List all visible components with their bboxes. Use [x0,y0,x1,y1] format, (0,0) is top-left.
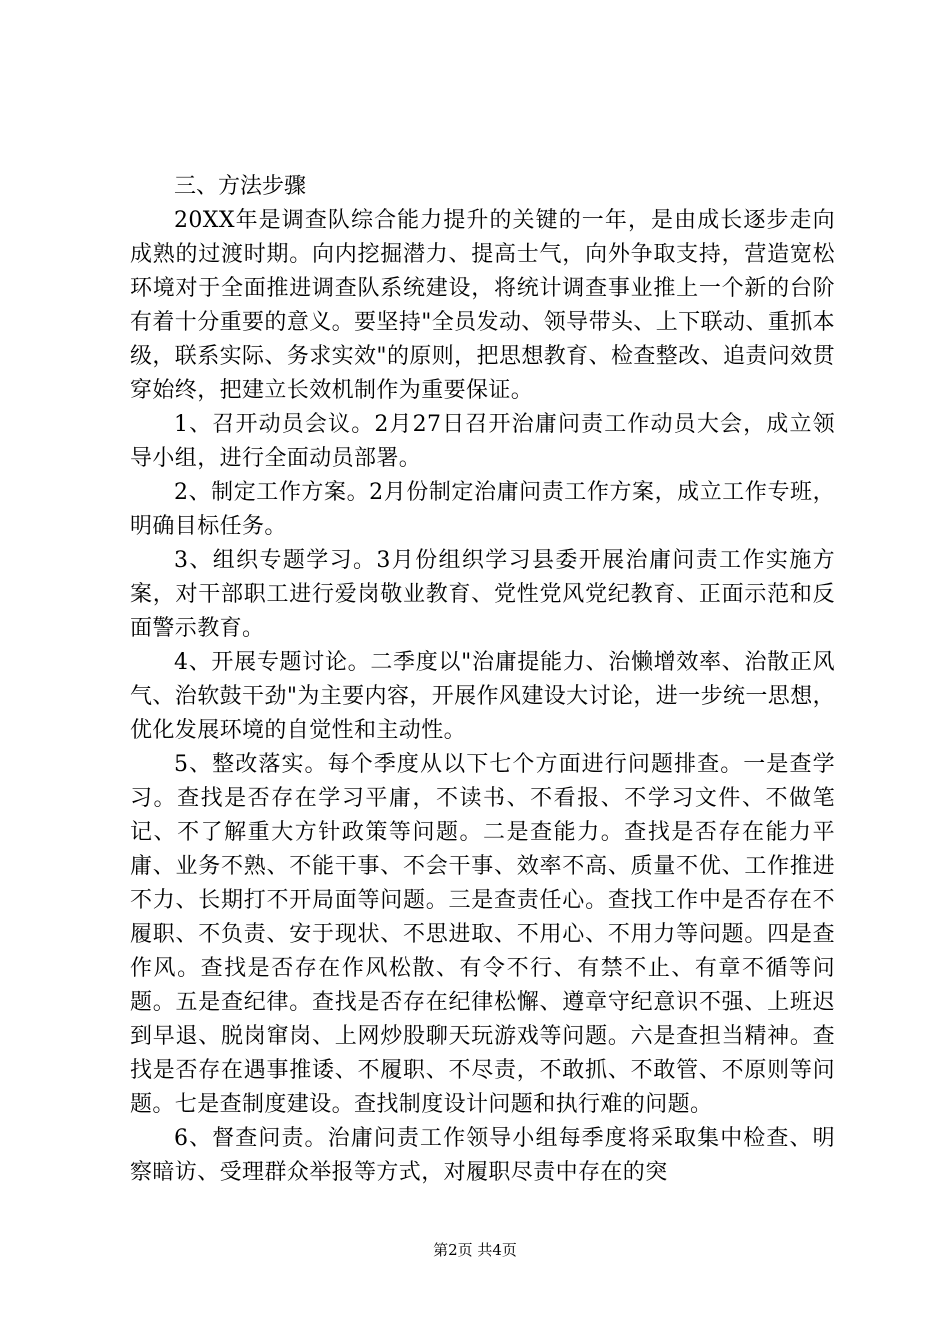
paragraph-step-3: 3、组织专题学习。3月份组织学习县委开展治庸问责工作实施方案，对干部职工进行爱岗敬业教育、党性党风党纪教育、正面示范和反面警示教育。 [130,548,835,641]
page-number-footer: 第2页 共4页 [433,1241,517,1259]
paragraph-step-5: 5、整改落实。每个季度从以下七个方面进行问题排查。一是查学习。查找是否存在学习平庸，不读书、不看报、不学习文件、不做笔记、不了解重大方针政策等问题。二是查能力。查找是否存在能力平庸、业务不熟、不能干事、不会干事、效率不高、质量不优、工作推进不力、长期打不开局面等问题。三是查责任心。查找工作中是否存在不履职、不负责、安于现状、不思进取、不用心、不用力等问题。四是查作风。查找是否存在作风松散、有令不行、有禁不止、有章不循等问题。五是查纪律。查找是否存在纪律松懈、遵章守纪意识不强、上班迟到早退、脱岗窜岗、上网炒股聊天玩游戏等问题。六是查担当精神。查找是否存在遇事推诿、不履职、不尽责，不敢抓、不敢管、不原则等问题。七是查制度建设。查找制度设计问题和执行难的问题。 [130,752,835,1117]
document-body [130,170,835,1190]
section-heading: 三、方法步骤 [174,174,307,199]
paragraph-step-1: 1、召开动员会议。2月27日召开治庸问责工作动员大会，成立领导小组，进行全面动员部署。 [130,412,835,471]
paragraph-step-4: 4、开展专题讨论。二季度以"治庸提能力、治懒增效率、治散正风气、治软鼓干劲"为主要内容，开展作风建设大讨论，进一步统一思想，优化发展环境的自觉性和主动性。 [130,650,835,743]
paragraph-intro: 20XX年是调查队综合能力提升的关键的一年，是由成长逐步走向成熟的过渡时期。向内挖掘潜力、提高士气，向外争取支持，营造宽松环境对于全面推进调查队系统建设，将统计调查事业推上一个新的台阶有着十分重要的意义。要坚持"全员发动、领导带头、上下联动、重抓本级，联系实际、务求实效"的原则，把思想教育、检查整改、追责问效贯穿始终，把建立长效机制作为重要保证。 [130,208,835,403]
paragraph-step-6: 6、督查问责。治庸问责工作领导小组每季度将采取集中检查、明察暗访、受理群众举报等方式，对履职尽责中存在的突 [130,1126,835,1185]
paragraph-step-2: 2、制定工作方案。2月份制定治庸问责工作方案，成立工作专班，明确目标任务。 [130,480,835,539]
